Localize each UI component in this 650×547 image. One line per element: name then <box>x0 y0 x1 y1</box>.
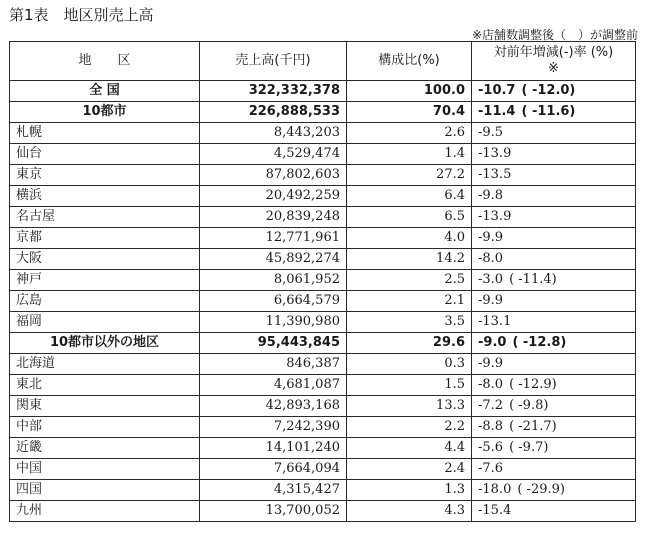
yoy-value: -9.9 <box>478 356 504 371</box>
sales-cell: 322,332,378 <box>200 81 347 102</box>
table-row <box>10 165 636 186</box>
table-row <box>10 81 636 102</box>
adjustment-note: ※店舗数調整後（ ）が調整前 <box>471 28 638 42</box>
yoy-adjusted: ( -11.6) <box>521 104 576 119</box>
yoy-value: -13.5 <box>478 167 512 182</box>
region-cell: 京都 <box>10 228 200 249</box>
header-region: 地 区 <box>10 42 200 81</box>
yoy-cell <box>472 123 636 144</box>
yoy-cell <box>472 312 636 333</box>
yoy-value: -15.4 <box>478 503 512 518</box>
yoy-cell <box>472 186 636 207</box>
sales-cell: 13,700,052 <box>200 501 347 522</box>
sales-cell: 4,315,427 <box>200 480 347 501</box>
ratio-cell: 2.5 <box>347 270 472 291</box>
yoy-value: -13.9 <box>478 146 512 161</box>
ratio-cell: 2.6 <box>347 123 472 144</box>
header-sales: 売上高(千円) <box>200 42 347 81</box>
yoy-cell <box>472 291 636 312</box>
sales-cell: 6,664,579 <box>200 291 347 312</box>
yoy-cell <box>472 375 636 396</box>
ratio-cell: 13.3 <box>347 396 472 417</box>
region-cell: 神戸 <box>10 270 200 291</box>
yoy-adjusted: ( -9.8) <box>509 398 549 413</box>
ratio-cell: 6.4 <box>347 186 472 207</box>
yoy-value: -13.1 <box>478 314 512 329</box>
sales-cell: 20,492,259 <box>200 186 347 207</box>
yoy-value: -9.0 <box>478 335 507 350</box>
yoy-adjusted: ( -21.7) <box>509 419 557 434</box>
ratio-cell: 29.6 <box>347 333 472 354</box>
yoy-cell <box>472 501 636 522</box>
yoy-value: -9.9 <box>478 230 504 245</box>
ratio-cell: 6.5 <box>347 207 472 228</box>
yoy-cell <box>472 417 636 438</box>
yoy-value: -9.9 <box>478 293 504 308</box>
sales-cell: 12,771,961 <box>200 228 347 249</box>
table-row <box>10 123 636 144</box>
sales-cell: 7,664,094 <box>200 459 347 480</box>
ratio-cell: 2.2 <box>347 417 472 438</box>
header-yoy <box>472 42 636 81</box>
region-cell: 大阪 <box>10 249 200 270</box>
yoy-value: -13.9 <box>478 209 512 224</box>
yoy-adjusted: ( -11.4) <box>509 272 557 287</box>
ratio-cell: 4.3 <box>347 501 472 522</box>
yoy-cell <box>472 396 636 417</box>
yoy-value: -11.4 <box>478 104 516 119</box>
yoy-cell <box>472 81 636 102</box>
table-row <box>10 249 636 270</box>
yoy-adjusted: ( -12.0) <box>521 83 576 98</box>
ratio-cell: 14.2 <box>347 249 472 270</box>
region-cell: 四国 <box>10 480 200 501</box>
yoy-value: -10.7 <box>478 83 516 98</box>
sales-by-region-table <box>9 41 636 522</box>
yoy-cell <box>472 438 636 459</box>
table-row <box>10 438 636 459</box>
region-cell: 10都市 <box>10 102 200 123</box>
ratio-cell: 2.1 <box>347 291 472 312</box>
yoy-cell <box>472 270 636 291</box>
region-cell: 10都市以外の地区 <box>10 333 200 354</box>
sales-cell: 14,101,240 <box>200 438 347 459</box>
table-row <box>10 144 636 165</box>
region-cell: 仙台 <box>10 144 200 165</box>
sales-cell: 226,888,533 <box>200 102 347 123</box>
sales-cell: 846,387 <box>200 354 347 375</box>
sales-cell: 95,443,845 <box>200 333 347 354</box>
header-row <box>10 42 636 81</box>
sales-cell: 4,681,087 <box>200 375 347 396</box>
yoy-value: -18.0 <box>478 482 512 497</box>
yoy-value: -7.2 <box>478 398 504 413</box>
sales-cell: 87,802,603 <box>200 165 347 186</box>
region-cell: 関東 <box>10 396 200 417</box>
sales-cell: 42,893,168 <box>200 396 347 417</box>
table-row <box>10 102 636 123</box>
table-row <box>10 375 636 396</box>
region-cell: 中部 <box>10 417 200 438</box>
region-cell: 中国 <box>10 459 200 480</box>
region-cell: 北海道 <box>10 354 200 375</box>
table-row <box>10 417 636 438</box>
region-cell: 九州 <box>10 501 200 522</box>
yoy-value: -3.0 <box>478 272 504 287</box>
region-cell: 名古屋 <box>10 207 200 228</box>
table-row <box>10 480 636 501</box>
table-row <box>10 459 636 480</box>
table-row <box>10 501 636 522</box>
table-row <box>10 291 636 312</box>
ratio-cell: 1.4 <box>347 144 472 165</box>
yoy-adjusted: ( -9.7) <box>509 440 549 455</box>
yoy-value: -8.0 <box>478 251 504 266</box>
table-row <box>10 270 636 291</box>
yoy-cell <box>472 144 636 165</box>
sales-cell: 11,390,980 <box>200 312 347 333</box>
ratio-cell: 100.0 <box>347 81 472 102</box>
table-row <box>10 333 636 354</box>
ratio-cell: 0.3 <box>347 354 472 375</box>
region-cell: 福岡 <box>10 312 200 333</box>
yoy-adjusted: ( -12.9) <box>509 377 557 392</box>
yoy-value: -8.8 <box>478 419 504 434</box>
table-title: 第1表 地区別売上高 <box>9 6 154 24</box>
ratio-cell: 2.4 <box>347 459 472 480</box>
table-row <box>10 354 636 375</box>
header-ratio: 構成比(%) <box>347 42 472 81</box>
yoy-value: -5.6 <box>478 440 504 455</box>
yoy-cell <box>472 480 636 501</box>
region-cell: 広島 <box>10 291 200 312</box>
sales-cell: 4,529,474 <box>200 144 347 165</box>
table-row <box>10 396 636 417</box>
table-row <box>10 186 636 207</box>
sales-cell: 45,892,274 <box>200 249 347 270</box>
region-cell: 札幌 <box>10 123 200 144</box>
region-cell: 東北 <box>10 375 200 396</box>
header-yoy-line1: 対前年増減(-)率 (%) <box>493 45 614 60</box>
yoy-cell <box>472 459 636 480</box>
header-yoy-line2: ※ <box>548 61 559 76</box>
region-cell: 近畿 <box>10 438 200 459</box>
yoy-cell <box>472 228 636 249</box>
ratio-cell: 27.2 <box>347 165 472 186</box>
ratio-cell: 3.5 <box>347 312 472 333</box>
yoy-value: -8.0 <box>478 377 504 392</box>
yoy-cell <box>472 207 636 228</box>
ratio-cell: 1.5 <box>347 375 472 396</box>
yoy-value: -7.6 <box>478 461 504 476</box>
sales-cell: 7,242,390 <box>200 417 347 438</box>
sales-cell: 20,839,248 <box>200 207 347 228</box>
yoy-adjusted: ( -12.8) <box>512 335 567 350</box>
table-row <box>10 228 636 249</box>
yoy-cell <box>472 333 636 354</box>
sales-cell: 8,443,203 <box>200 123 347 144</box>
ratio-cell: 4.0 <box>347 228 472 249</box>
yoy-cell <box>472 102 636 123</box>
yoy-cell <box>472 165 636 186</box>
ratio-cell: 1.3 <box>347 480 472 501</box>
yoy-cell <box>472 354 636 375</box>
yoy-adjusted: ( -29.9) <box>517 482 565 497</box>
region-cell: 横浜 <box>10 186 200 207</box>
sales-cell: 8,061,952 <box>200 270 347 291</box>
yoy-value: -9.8 <box>478 188 504 203</box>
yoy-value: -9.5 <box>478 125 504 140</box>
ratio-cell: 70.4 <box>347 102 472 123</box>
region-cell: 全 国 <box>10 81 200 102</box>
table-row <box>10 312 636 333</box>
table-row <box>10 207 636 228</box>
ratio-cell: 4.4 <box>347 438 472 459</box>
region-cell: 東京 <box>10 165 200 186</box>
yoy-cell <box>472 249 636 270</box>
